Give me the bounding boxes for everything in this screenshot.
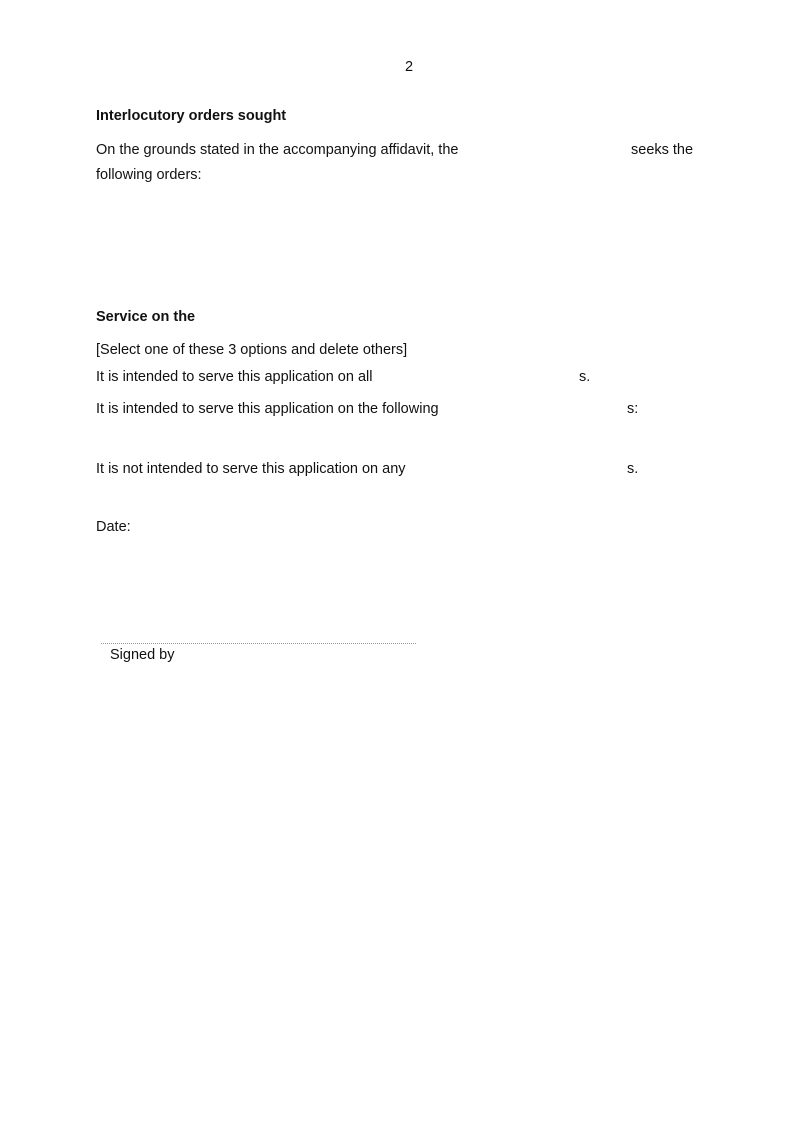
orders-intro-line2: following orders:	[96, 167, 202, 183]
service-option-none-suffix: s.	[627, 461, 639, 477]
service-option-none: It is not intended to serve this application on any	[96, 461, 406, 477]
service-instruction: [Select one of these 3 options and delete others]	[96, 342, 408, 358]
signed-by-label: Signed by	[110, 647, 175, 663]
service-option-all-suffix: s.	[579, 369, 591, 385]
orders-heading: Interlocutory orders sought	[96, 108, 287, 124]
signature-line	[101, 643, 416, 644]
service-heading: Service on the	[96, 309, 196, 325]
service-option-following: It is intended to serve this application on the following	[96, 401, 439, 417]
orders-intro-continuation: seeks the	[631, 142, 694, 158]
orders-intro-text: On the grounds stated in the accompanying affidavit, the	[96, 142, 459, 158]
page-number: 2	[404, 59, 414, 75]
service-option-following-suffix: s:	[627, 401, 639, 417]
service-option-all: It is intended to serve this application on all	[96, 369, 373, 385]
date-label: Date:	[96, 519, 131, 535]
